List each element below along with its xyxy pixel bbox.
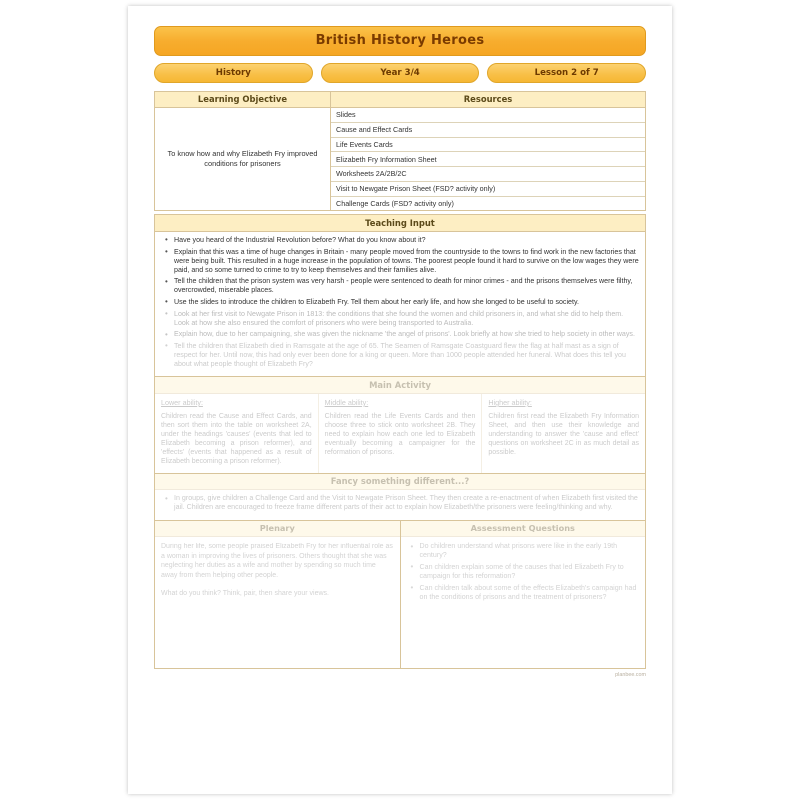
ability-text: Children read the Cause and Effect Cards, and then sort them into the table on worksheet 2A, under the headings 'causes' (events that led to Elizabeth becoming a prison reformer), and 'effects' (events that happened as a result of Elizabeth becoming a prison reformer). bbox=[161, 412, 312, 466]
plenary-body bbox=[155, 537, 400, 668]
plenary-heading: Plenary bbox=[155, 521, 400, 538]
list-item: • Tell the children that Elizabeth died in Ramsgate at the age of 65. The Seamen of Ramsgate Coastguard flew the flag at half mast as a sign of respect for her. Until now, this had only ever been done for a king or queen. More than 1000 people attended her funeral. What does this tell you about what people thought of Elizabeth Fry? bbox=[174, 342, 639, 369]
list-item: Worksheets 2A/2B/2C bbox=[331, 167, 645, 182]
list-item: • Tell the children that the prison system was very harsh - people were sentenced to death for minor crimes - and the prisons themselves were filthy, overcrowded, miserable places. bbox=[174, 277, 639, 295]
list-item: • In groups, give children a Challenge Card and the Visit to Newgate Prison Sheet. They then create a re-enactment of when Elizabeth first visited the jail. Children are encouraged to freeze frame different parts of their act to explain how Elizabeth/the prisoners were feeling/thinking and why. bbox=[174, 494, 639, 512]
document-header-banner bbox=[154, 26, 646, 56]
list-item: • Explain how, due to her campaigning, she was given the nickname 'the angel of prisons'. Look briefly at how she tried to help society in other ways. bbox=[174, 330, 639, 339]
lesson-number-pill: Lesson 2 of 7 bbox=[487, 63, 646, 83]
main-activity-lower-ability bbox=[155, 394, 319, 473]
fancy-something-different-section bbox=[154, 474, 646, 521]
list-item: • Use the slides to introduce the children to Elizabeth Fry. Tell them about her early life, and how she longed to be useful to society. bbox=[174, 298, 639, 307]
learning-objective-text: To know how and why Elizabeth Fry improved conditions for prisoners bbox=[167, 149, 318, 169]
list-item: • Explain that this was a time of huge changes in Britain - many people moved from the countryside to the towns to find work in the new factories that were being built. This resulted in a huge increase in the population of towns. The poorest people found it hard to survive on the low wages they were paid, and so some turned to crime to try to keep themselves and their families alive. bbox=[174, 248, 639, 275]
fancy-list bbox=[161, 494, 639, 512]
objective-resources-block bbox=[154, 91, 646, 212]
list-item: • Can children talk about some of the effects Elizabeth's campaign had on the conditions of prisons and the treatment of prisoners? bbox=[420, 584, 640, 602]
page-title: British History Heroes bbox=[315, 33, 485, 48]
fancy-something-different-heading: Fancy something different...? bbox=[155, 474, 645, 491]
main-activity-columns bbox=[155, 394, 645, 473]
list-item: Visit to Newgate Prison Sheet (FSD? activity only) bbox=[331, 182, 645, 197]
learning-objective-heading: Learning Objective bbox=[155, 92, 330, 109]
list-item: Cause and Effect Cards bbox=[331, 123, 645, 138]
resources-heading: Resources bbox=[331, 92, 645, 109]
list-item: • Look at her first visit to Newgate Prison in 1813: the conditions that she found the women and child prisoners in, and what she did to help them. Look at how she also ensured the comfort of prisoners who were being transported to Australia. bbox=[174, 310, 639, 328]
plenary-column bbox=[155, 521, 401, 669]
ability-label: Middle ability: bbox=[324, 397, 369, 407]
year-group-pill: Year 3/4 bbox=[321, 63, 480, 83]
list-item: • Have you heard of the Industrial Revolution before? What do you know about it? bbox=[174, 236, 639, 245]
plenary-paragraph: What do you think? Think, pair, then share your views. bbox=[161, 589, 329, 597]
resources-list bbox=[331, 108, 645, 210]
footer-note: planbee.com bbox=[615, 672, 646, 679]
main-activity-higher-ability bbox=[482, 394, 645, 473]
meta-row bbox=[154, 63, 646, 83]
document-page bbox=[128, 6, 672, 794]
ability-text: Children read the Life Events Cards and then choose three to stick onto worksheet 2B. They need to explain how each one led to Elizabeth eventually becoming a campaigner for the reformation of prisons. bbox=[324, 412, 476, 457]
list-item: Slides bbox=[331, 108, 645, 123]
assessment-body bbox=[401, 537, 646, 668]
plenary-assessment-section bbox=[154, 521, 646, 670]
assessment-column bbox=[401, 521, 646, 669]
list-item: • Can children explain some of the causes that led Elizabeth Fry to campaign for this reformation? bbox=[420, 563, 640, 581]
plenary-assessment-row bbox=[155, 521, 645, 669]
list-item: Challenge Cards (FSD? activity only) bbox=[336, 198, 454, 208]
ability-text: Children first read the Elizabeth Fry Information Sheet, and then use their knowledge and understanding to answer the 'cause and effect' questions on worksheet 2C in as much detail as possible. bbox=[488, 412, 640, 457]
plenary-paragraph: During her life, some people praised Elizabeth Fry for her influential role as a woman in improving the lives of prisoners. Others thought that she was neglecting her duties as a wife and mother by spending so much time away from them helping other people. bbox=[161, 543, 393, 579]
main-activity-heading: Main Activity bbox=[155, 377, 645, 394]
list-item: Life Events Cards bbox=[331, 138, 645, 153]
main-activity-section bbox=[154, 377, 646, 473]
teaching-input-list bbox=[161, 236, 639, 369]
teaching-input-heading: Teaching Input bbox=[155, 215, 645, 232]
list-item: • Do children understand what prisons were like in the early 19th century? bbox=[420, 542, 640, 560]
ability-label: Lower ability: bbox=[161, 397, 203, 407]
fancy-something-different-body bbox=[155, 490, 645, 520]
assessment-heading: Assessment Questions bbox=[401, 521, 646, 538]
assessment-list bbox=[407, 542, 640, 601]
teaching-input-body bbox=[155, 232, 645, 377]
list-item: Elizabeth Fry Information Sheet bbox=[331, 152, 645, 167]
ability-label: Higher ability: bbox=[488, 397, 532, 407]
lesson-plan bbox=[154, 26, 646, 678]
resources-column bbox=[331, 92, 645, 211]
subject-pill: History bbox=[154, 63, 313, 83]
teaching-input-section bbox=[154, 214, 646, 377]
main-activity-middle-ability bbox=[319, 394, 483, 473]
learning-objective-column bbox=[155, 92, 331, 211]
